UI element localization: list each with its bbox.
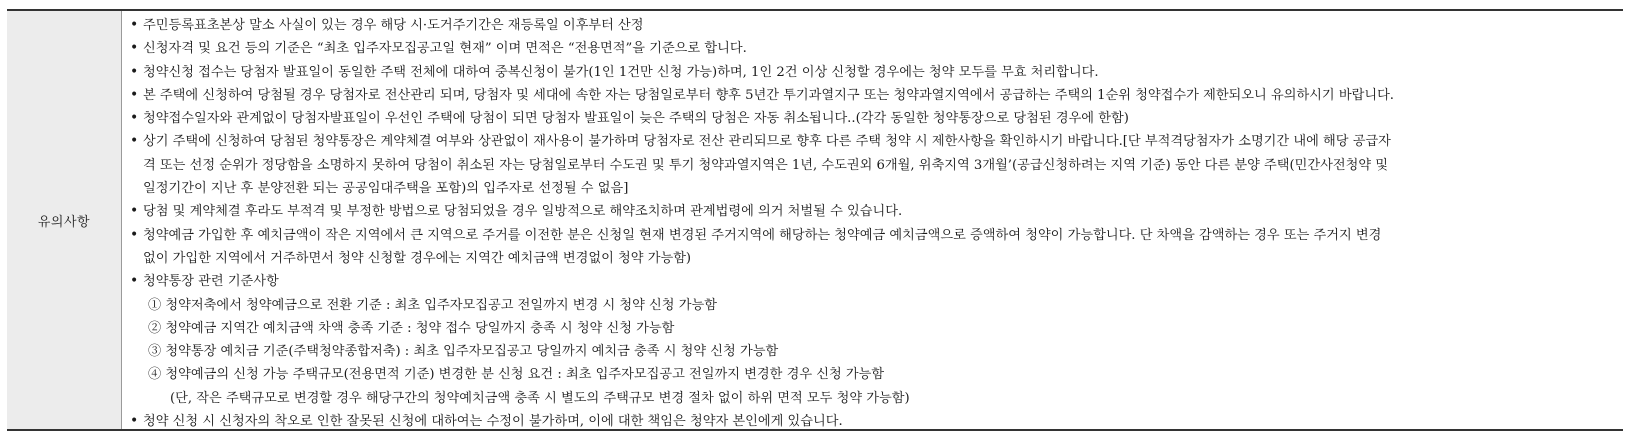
notice-item: • 주민등록표초본상 말소 사실이 있는 경우 해당 시·도거주기간은 재등록일 이후부터 산정 xyxy=(130,14,1617,37)
notice-subitem: ② 청약예금 지역간 예치금액 차액 충족 기준 : 청약 접수 당일까지 충족 시 청약 신청 가능함 xyxy=(148,320,675,336)
notice-item: • 청약통장 관련 기준사항 xyxy=(130,270,1617,293)
notice-table xyxy=(7,9,1623,431)
notice-subitem: ① 청약저축에서 청약예금으로 전환 기준 : 최초 입주자모집공고 전일까지 변경 시 청약 신청 가능함 xyxy=(148,297,717,313)
notice-item: • 본 주택에 신청하여 당첨될 경우 당첨자로 전산관리 되며, 당첨자 및 세대에 속한 자는 당첨일로부터 향후 5년간 투기과열지구 또는 청약과열지역에서 공급하는 주택의 1순위 청약접수가 제한되오니 유의하시기 바랍니다. xyxy=(130,84,1617,107)
notice-subitem-continuation: (단, 작은 주택규모로 변경할 경우 해당구간의 청약예치금액 충족 시 별도의 주택규모 변경 절차 없이 하위 면적 모두 청약 가능함) xyxy=(170,390,910,406)
notice-body-cell xyxy=(122,11,1623,429)
notice-item: • 청약신청 접수는 당첨자 발표일이 동일한 주택 전체에 대하여 중복신청이 불가(1인 1건만 신청 가능)하며, 1인 2건 이상 신청할 경우에는 청약 모두를 무효 처리합니다. xyxy=(130,61,1617,84)
notice-item: • 신청자격 및 요건 등의 기준은 “최초 입주자모집공고일 현재” 이며 면적은 “전용면적”을 기준으로 합니다. xyxy=(130,37,1617,60)
notice-header-cell xyxy=(7,11,122,429)
notice-item-continuation: 없이 가입한 지역에서 거주하면서 청약 신청할 경우에는 지역간 예치금액 변경없이 청약 가능함) xyxy=(143,250,692,266)
notice-item-continuation: 일정기간이 지난 후 분양전환 되는 공공임대주택을 포함)의 입주자로 선정될 수 없음] xyxy=(143,181,629,197)
notice-item-continuation: 격 또는 선정 순위가 정당함을 소명하지 못하여 당첨이 취소된 자는 당첨일로부터 수도권 및 투기 청약과열지역은 1년, 수도권외 6개월, 위축지역 3개월’(공급신청하려는 지역 기준) 동안 다른 분양 주택(민간사전청약 및 xyxy=(143,157,1388,173)
notice-subitem: ③ 청약통장 예치금 기준(주택청약종합저축) : 최초 입주자모집공고 당일까지 예치금 충족 시 청약 신청 가능함 xyxy=(148,344,779,360)
notice-header-label: 유의사항 xyxy=(37,214,91,230)
notice-item: • 상기 주택에 신청하여 당첨된 청약통장은 계약체결 여부와 상관없이 재사용이 불가하며 당첨자로 전산 관리되므로 향후 다른 주택 청약 시 제한사항을 확인하시기 바랍니다.[단 부적격당첨자가 소명기간 내에 해당 공급자 xyxy=(130,130,1617,153)
notice-item: • 청약접수일자와 관계없이 당첨자발표일이 우선인 주택에 당첨이 되면 당첨자 발표일이 늦은 주택의 당첨은 자동 취소됩니다..(각각 동일한 청약통장으로 당첨된 경우에 한함) xyxy=(130,107,1617,130)
notice-item: • 당첨 및 계약체결 후라도 부적격 및 부정한 방법으로 당첨되었을 경우 일방적으로 해약조치하며 관계법령에 의거 처벌될 수 있습니다. xyxy=(130,200,1617,223)
notice-item: • 청약 신청 시 신청자의 착오로 인한 잘못된 신청에 대하여는 수정이 불가하며, 이에 대한 책임은 청약자 본인에게 있습니다. xyxy=(130,410,1617,429)
notice-subitem: ④ 청약예금의 신청 가능 주택규모(전용면적 기준) 변경한 분 신청 요건 : 최초 입주자모집공고 전일까지 변경한 경우 신청 가능함 xyxy=(148,367,885,383)
notice-item: • 청약예금 가입한 후 예치금액이 작은 지역에서 큰 지역으로 주거를 이전한 분은 신청일 현재 변경된 주거지역에 해당하는 청약예금 예치금액으로 증액하여 청약이 가능합니다. 단 차액을 감액하는 경우 또는 주거지 변경 xyxy=(130,224,1617,247)
